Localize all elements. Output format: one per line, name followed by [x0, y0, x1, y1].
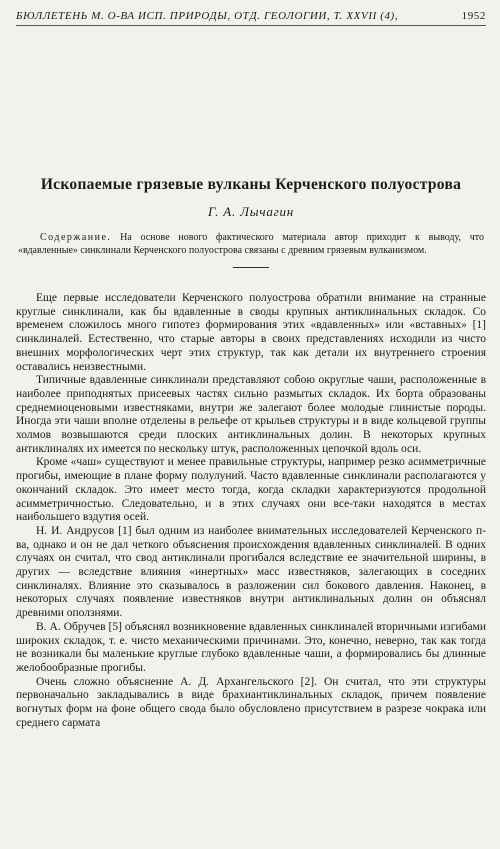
- article-abstract: [18, 232, 484, 257]
- abstract-label: Содержание.: [40, 232, 112, 243]
- article-author: Г. А. Лычагин: [207, 204, 295, 219]
- section-divider: [233, 267, 269, 268]
- body-paragraph: Еще первые исследователи Керченского полуострова обратили внимание на странные круглые синклинали, как бы вдавленные в своды крупных антиклинальных складок. Со временем сложилось много гипотез формирования этих «вдавленных» или «вставных» [1] синклиналей. Естественно, что старые авторы в своих представлениях исходили из чисто внешних морфологических черт этих структур, так как детали их внутреннего строения оставались неизвестными.: [16, 292, 486, 373]
- abstract-text: На основе нового фактического материала автор приходит к выводу, что «вдавленные» синклинали Керченского полуострова связаны с древним грязевым вулканизмом.: [18, 232, 485, 256]
- running-header: [16, 10, 486, 26]
- body-paragraph: Н. И. Андрусов [1] был одним из наиболее внимательных исследователей Керченского п-ва, однако и он не дал четкого объяснения происхождения вдавленных синклиналей. В одних случаях он считал, что свод антиклинали прогибался вследствие ее значительной ширины, в других — вследствие влияния «инертных» масс известняков, залегающих в соседних синклиналях. Влияние это сказывалось в разложении сил бокового давления. Наконец, в некоторых случаях появление известняков внутри антиклинальных долин он объяснял древними оползнями.: [16, 524, 486, 620]
- journal-reference: БЮЛЛЕТЕНЬ М. О-ВА ИСП. ПРИРОДЫ, ОТД. ГЕОЛОГИИ, Т. XXVII (4),: [16, 10, 399, 22]
- article-body: [16, 292, 486, 731]
- body-paragraph: Кроме «чаш» существуют и менее правильные структуры, например резко асимметричные прогибы, имеющие в плане форму полулуний. Часто вдавленные синклинали располагаются у окончаний складок. Это имеет место тогда, когда складки характеризуются продольной асимметричностью. Следовательно, и в этих случаях они все-таки находятся в местах наибольшего вздутия осей.: [16, 456, 486, 524]
- body-paragraph: Очень сложно объяснение А. Д. Архангельского [2]. Он считал, что эти структуры первоначально закладывались в виде брахиантиклинальных складок, причем появление вогнутых форм на фоне общего свода было обусловлено присутствием в разрезе чокрака или среднего сармата: [16, 675, 486, 729]
- body-paragraph: В. А. Обручев [5] объяснял возникновение вдавленных синклиналей вторичными изгибами широких складок, т. е. чисто механическими причинами. Это, конечно, неверно, так как тогда не возникали бы маленькие круглые глубоко вдавленные чаши, а формировались бы длинные желобообразные прогибы.: [16, 620, 486, 674]
- publication-year: 1952: [461, 10, 486, 22]
- article-title: Ископаемые грязевые вулканы Керченского полуострова: [40, 176, 462, 193]
- body-paragraph: Типичные вдавленные синклинали представляют собою округлые чаши, расположенные в наиболее приподнятых присеевых частях сильно размытых складок. Их борта образованы среднемиоценовыми известняками, внутри же залегают более молодые глинистые породы. Иногда эти чаши вполне отделены в рельефе от крыльев структуры и в виде кольцевой группы холмов возвышаются среди плоских антиклинальных долин. В некоторых крупных антиклиналях их имеется по нескольку штук, расположенных цепочкой вдоль оси.: [16, 374, 486, 455]
